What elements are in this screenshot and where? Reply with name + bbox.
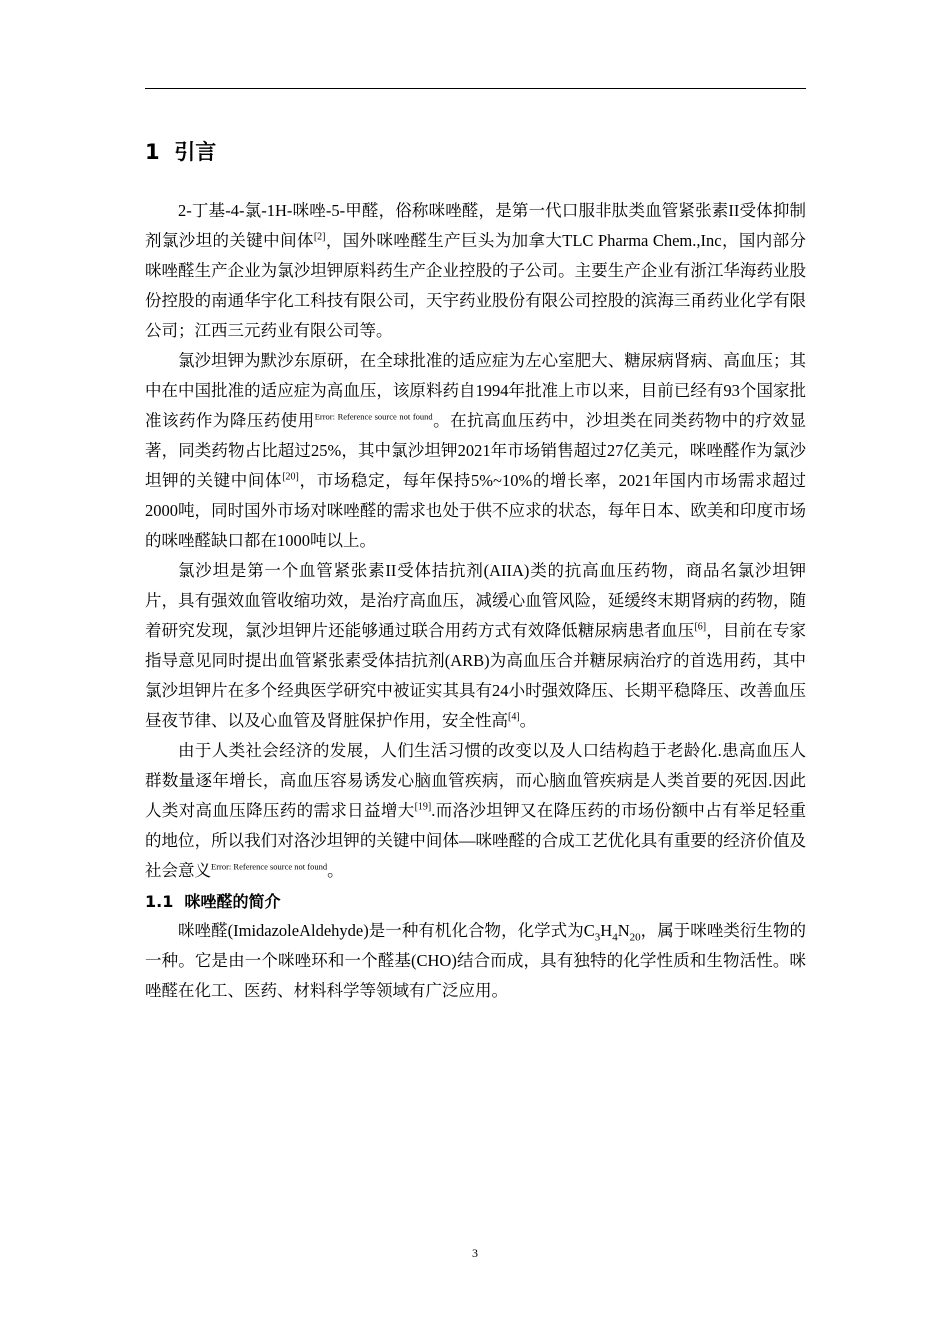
subscript: 3 [594, 931, 601, 944]
subsection-title: 咪唑醛的简介 [184, 892, 281, 911]
paragraph-1 [145, 196, 806, 346]
paragraph-4 [145, 736, 806, 886]
paragraph-3 [145, 556, 806, 736]
page-number: 3 [472, 1246, 478, 1260]
page-content [145, 128, 806, 1006]
reference-error: Error: Reference source not found [314, 411, 433, 422]
p4-text-a: 由于人类社会经济的发展，人们生活习惯的改变以及人口结构趋于老龄化.患高血压人群数量逐年增长，高血压容易诱发心脑血管疾病，而心脑血管疾病是人类首要的死因.因此人类对高血压降压药的需求日益增大 [145, 741, 806, 820]
p1-text-b: ，国外咪唑醛生产巨头为加拿大TLC Pharma Chem.,Inc，国内部分咪唑醛生产企业为氯沙坦钾原料药生产企业控股的子公司。主要生产企业有浙江华海药业股份控股的南通华宇化工科技有限公司，天宇药业股份有限公司控股的滨海三甬药业化学有限公司；江西三元药业有限公司等。 [145, 231, 807, 340]
reference-error: Error: Reference source not found [211, 861, 328, 872]
citation-6: [6] [694, 621, 707, 633]
formula-element: N [617, 921, 630, 940]
subsection-heading [145, 888, 806, 916]
citation-19: [19] [414, 801, 432, 813]
p5-text-a: 咪唑醛(ImidazoleAldehyde)是一种有机化合物，化学式为C [178, 921, 595, 940]
p3-text-a: 氯沙坦是第一个血管紧张素II受体拮抗剂(AIIA)类的抗高血压药物，商品名氯沙坦钾片，具有强效血管收缩功效，是治疗高血压，减缓心血管风险，延缓终末期肾病的药物，随着研究发现，氯沙坦钾片还能够通过联合用药方式有效降低糖尿病患者血压 [145, 561, 806, 640]
citation-20: [20] [282, 471, 299, 483]
subscript: 4 [612, 931, 618, 944]
p3-text-b: ，目前在专家指导意见同时提出血管紧张素受体拮抗剂(ARB)为高血压合并糖尿病治疗的首选用药，其中氯沙坦钾片在多个经典医学研究中被证实其具有24小时强效降压、长期平稳降压、改善血压昼夜节律、以及心血管及肾脏保护作用，安全性高 [145, 621, 807, 730]
p1-text-a: 2-丁基-4-氯-1H-咪唑-5-甲醛，俗称咪唑醛，是第一代口服非肽类血管紧张素II受体抑制剂氯沙坦的关键中间体 [145, 201, 806, 250]
section-number: 1 [145, 140, 160, 164]
paragraph-2 [145, 346, 806, 556]
p4-text-b: .而洛沙坦钾又在降压药的市场份额中占有举足轻重的地位，所以我们对洛沙坦钾的关键中间体—咪唑醛的合成工艺优化具有重要的经济价值及社会意义 [145, 801, 807, 880]
p3-text-c: 。 [519, 711, 537, 730]
citation-4: [4] [508, 711, 520, 723]
paragraph-5 [145, 916, 806, 1006]
citation-2: [2] [313, 231, 326, 243]
p2-text-c: ，市场稳定，每年保持5%~10%的增长率，2021年国内市场需求超过2000吨，同时国外市场对咪唑醛的需求也处于供不应求的状态，每年日本、欧美和印度市场的咪唑醛缺口都在1000吨以上。 [145, 471, 806, 550]
header-rule [145, 88, 806, 89]
p5-text-b: ，属于咪唑类衍生物的一种。它是由一个咪唑环和一个醛基(CHO)结合而成，具有独特的化学性质和生物活性。咪唑醛在化工、医药、材料科学等领域有广泛应用。 [145, 921, 807, 1000]
p2-text-b: 。在抗高血压药中，沙坦类在同类药物中的疗效显著，同类药物占比超过25%，其中氯沙坦钾2021年市场销售超过27亿美元，咪唑醛作为氯沙坦钾的关键中间体 [145, 411, 806, 490]
p2-text-a: 氯沙坦钾为默沙东原研，在全球批准的适应症为左心室肥大、糖尿病肾病、高血压；其中在中国批准的适应症为高血压，该原料药自1994年批准上市以来，目前已经有93个国家批准该药作为降压药使用 [145, 351, 806, 430]
subsection-number: 1.1 [145, 892, 174, 911]
formula-element: H [600, 921, 613, 940]
section-title: 引言 [174, 140, 217, 164]
section-heading [145, 128, 806, 176]
subscript: 20 [629, 931, 641, 944]
p4-text-c: 。 [327, 861, 344, 880]
